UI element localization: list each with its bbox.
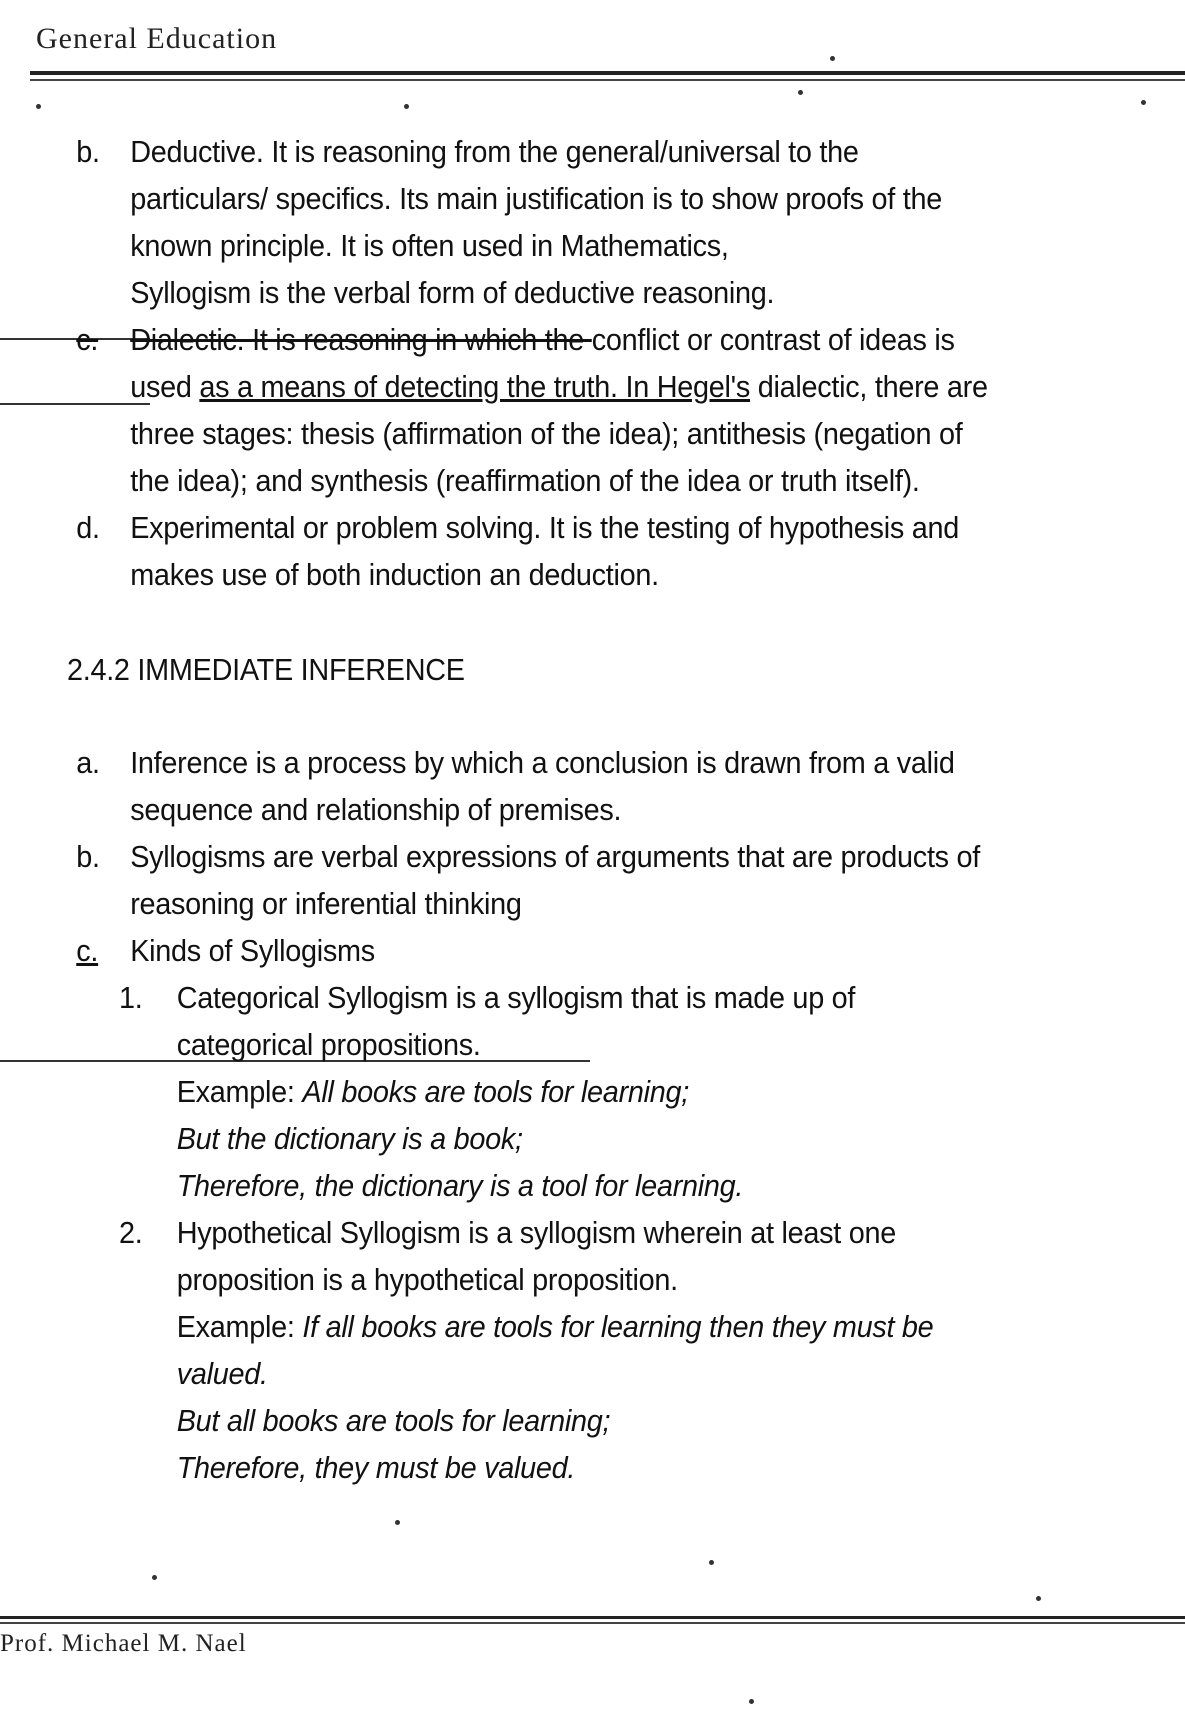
underlined-text: as a means of detecting the truth. In Hegel's <box>199 369 751 404</box>
footer-author: Prof. Michael M. Nael <box>0 1630 247 1657</box>
item-marker: 1. <box>119 980 143 1015</box>
item-text: conflict or contrast of ideas is used <box>130 322 955 404</box>
list-item-deductive <box>0 128 1102 316</box>
item-marker: d. <box>76 510 100 545</box>
footer-rule-thin <box>0 1622 1185 1624</box>
item-marker: b. <box>76 839 100 874</box>
speck <box>152 1575 157 1580</box>
item-text: dialectic, there are three stages: thesis (affirmation of the idea); antithesis (negation of the idea); and synthesis (reaffirmation of the idea or truth itself). <box>130 369 988 498</box>
list-item-dialectic <box>0 316 1102 504</box>
item-marker: 2. <box>119 1215 143 1250</box>
example-line: But the dictionary is a book; <box>176 1121 523 1156</box>
item-marker: b. <box>76 134 100 169</box>
list-item-syllogisms <box>0 833 1102 927</box>
speck <box>36 104 41 109</box>
example-line: Therefore, they must be valued. <box>176 1450 576 1485</box>
struck-text: Dialectic. It is reasoning in which the <box>130 322 592 357</box>
speck <box>1036 1596 1041 1601</box>
page-header-title: General Education <box>36 22 278 55</box>
item-text: Syllogisms are verbal expressions of arguments that are products of reasoning or inferential thinking <box>130 839 981 921</box>
section-heading: 2.4.2 IMMEDIATE INFERENCE <box>66 652 465 687</box>
example-line: All books are tools for learning; <box>302 1074 690 1109</box>
example-line: But all books are tools for learning; <box>176 1403 611 1438</box>
item-marker: a. <box>76 745 100 780</box>
speck <box>709 1560 714 1565</box>
header-rule-thin <box>30 79 1185 81</box>
item-marker: c. <box>76 322 99 357</box>
speck <box>404 104 409 109</box>
item-marker: c. <box>76 933 99 968</box>
list-item-inference <box>0 739 1102 833</box>
example-label: Example: <box>176 1309 295 1344</box>
footer-rule <box>0 1616 1185 1619</box>
item-text: Hypothetical Syllogism is a syllogism wherein at least one proposition is a hypothetical proposition. <box>176 1215 897 1297</box>
speck <box>798 90 803 95</box>
speck <box>830 56 835 61</box>
sublist-item-categorical <box>0 974 1102 1209</box>
example-line: If all books are tools for learning then they must be valued. <box>176 1309 934 1391</box>
speck <box>749 1699 754 1704</box>
item-extra-text: Syllogism is the verbal form of deductive reasoning. <box>130 275 775 310</box>
item-text: Experimental or problem solving. It is the testing of hypothesis and makes use of both induction an deduction. <box>130 510 959 592</box>
example-line: Therefore, the dictionary is a tool for learning. <box>176 1168 744 1203</box>
speck <box>395 1520 400 1525</box>
item-text: Deductive. It is reasoning from the general/universal to the particulars/ specifics. Its main justification is to show proofs of the known principle. It is often used in Mathematics, <box>130 134 943 263</box>
list-item-kinds <box>0 927 1102 974</box>
page-body <box>0 128 1102 1491</box>
item-text: Categorical Syllogism is a syllogism that is made up of categorical propositions. <box>176 980 856 1062</box>
item-text: Inference is a process by which a conclusion is drawn from a valid sequence and relationship of premises. <box>130 745 955 827</box>
item-text: Kinds of Syllogisms <box>130 933 375 968</box>
sublist-item-hypothetical <box>0 1209 1102 1491</box>
example-label: Example: <box>176 1074 295 1109</box>
header-rule <box>30 71 1185 75</box>
speck <box>1141 100 1146 105</box>
list-item-experimental <box>0 504 1102 598</box>
